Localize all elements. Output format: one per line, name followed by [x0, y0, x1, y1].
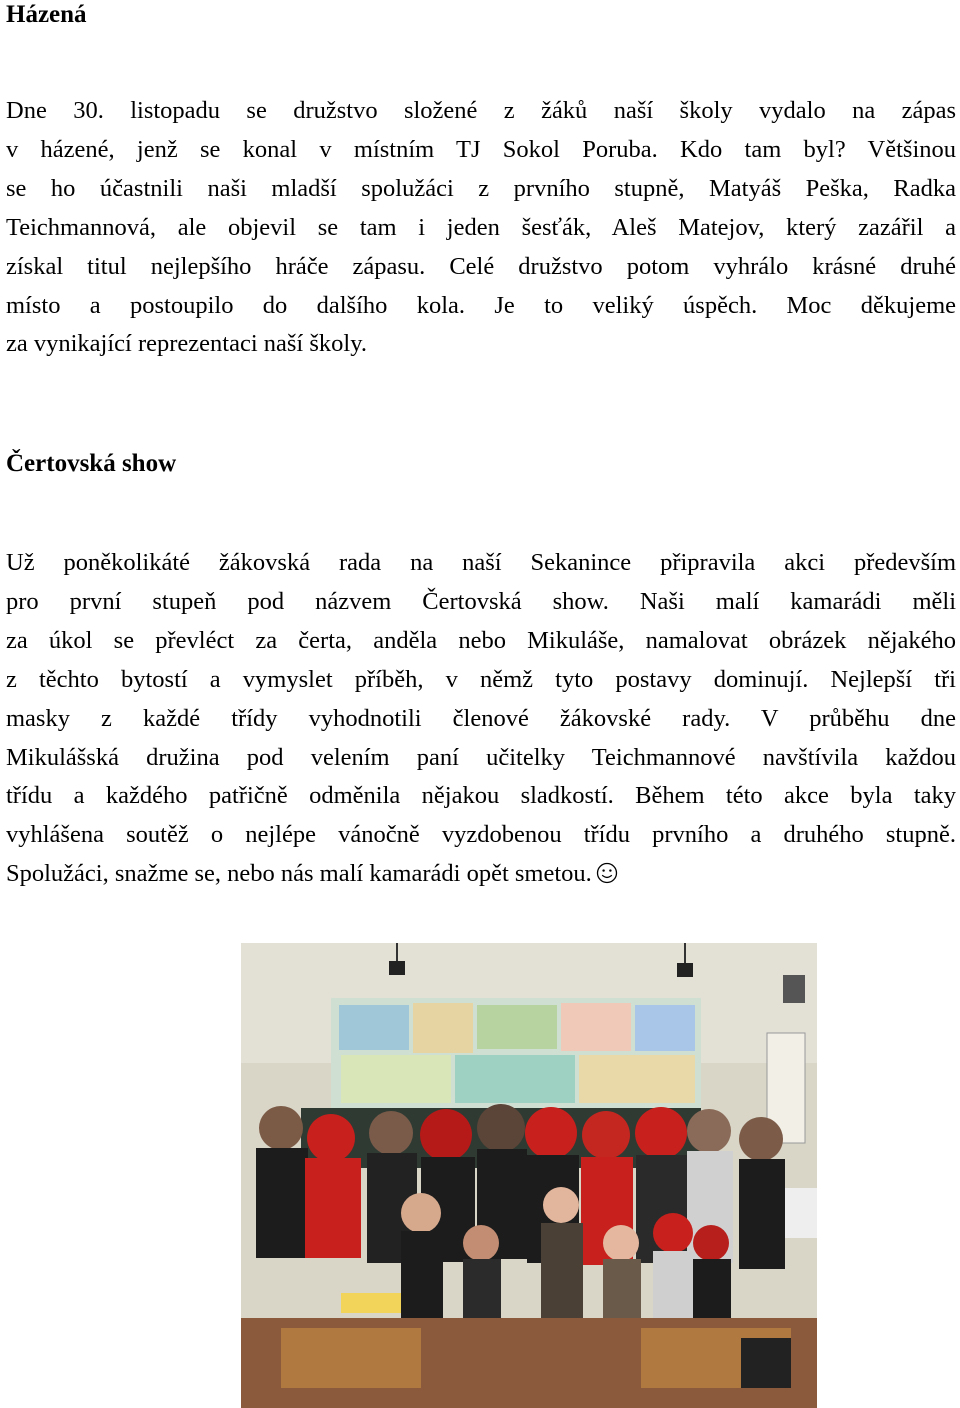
- text-line: za vynikající reprezentaci naší školy.: [6, 330, 367, 358]
- class-group-photo: [241, 943, 817, 1408]
- smiley-face-icon: [596, 858, 618, 897]
- heading-certovska-show: Čertovská show: [6, 450, 177, 477]
- text-line: se ho účastnili naši mladší spolužáci z prvního stupně, Matyáš Peška, Radka: [6, 174, 956, 202]
- text-line: Teichmannová, ale objevil se tam i jeden šesťák, Aleš Matejov, který zazářil a: [6, 213, 956, 241]
- text-line: Spolužáci, snažme se, nebo nás malí kamarádi opět smetou.: [6, 860, 592, 888]
- text-line: z těchto bytostí a vymyslet příběh, v němž tyto postavy dominují. Nejlepší tři: [6, 665, 956, 693]
- text-line: třídu a každého patřičně odměnila nějakou sladkostí. Během této akce byla taky: [6, 782, 956, 810]
- text-line: Dne 30. listopadu se družstvo složené z žáků naší školy vydalo na zápas: [6, 97, 956, 124]
- text-line: pro první stupeň pod názvem Čertovská show. Naši malí kamarádi měli: [6, 587, 956, 615]
- text-line-last: [6, 855, 956, 897]
- text-line: v házené, jenž se konal v místním TJ Sokol Poruba. Kdo tam byl? Většinou: [6, 135, 956, 163]
- text-line: místo a postoupilo do dalšího kola. Je to veliký úspěch. Moc děkujeme: [6, 291, 956, 319]
- text-line: vyhlášena soutěž o nejlépe vánočně vyzdobenou třídu prvního a druhého stupně.: [6, 821, 956, 849]
- text-line: získal titul nejlepšího hráče zápasu. Celé družstvo potom vyhrálo krásné druhé: [6, 252, 956, 280]
- paragraph-hazena: [6, 92, 956, 364]
- text-line: Už poněkolikáté žákovská rada na naší Sekanince připravila akci především: [6, 549, 956, 576]
- text-line: Mikulášská družina pod velením paní učitelky Teichmannové navštívila každou: [6, 743, 956, 771]
- text-line: za úkol se převléct za čerta, anděla nebo Mikuláše, namalovat obrázek nějakého: [6, 626, 956, 654]
- text-line: masky z každé třídy vyhodnotili členové žákovské rady. V průběhu dne: [6, 704, 956, 732]
- heading-hazena: Házená: [6, 1, 87, 28]
- paragraph-certovska-show: [6, 544, 956, 897]
